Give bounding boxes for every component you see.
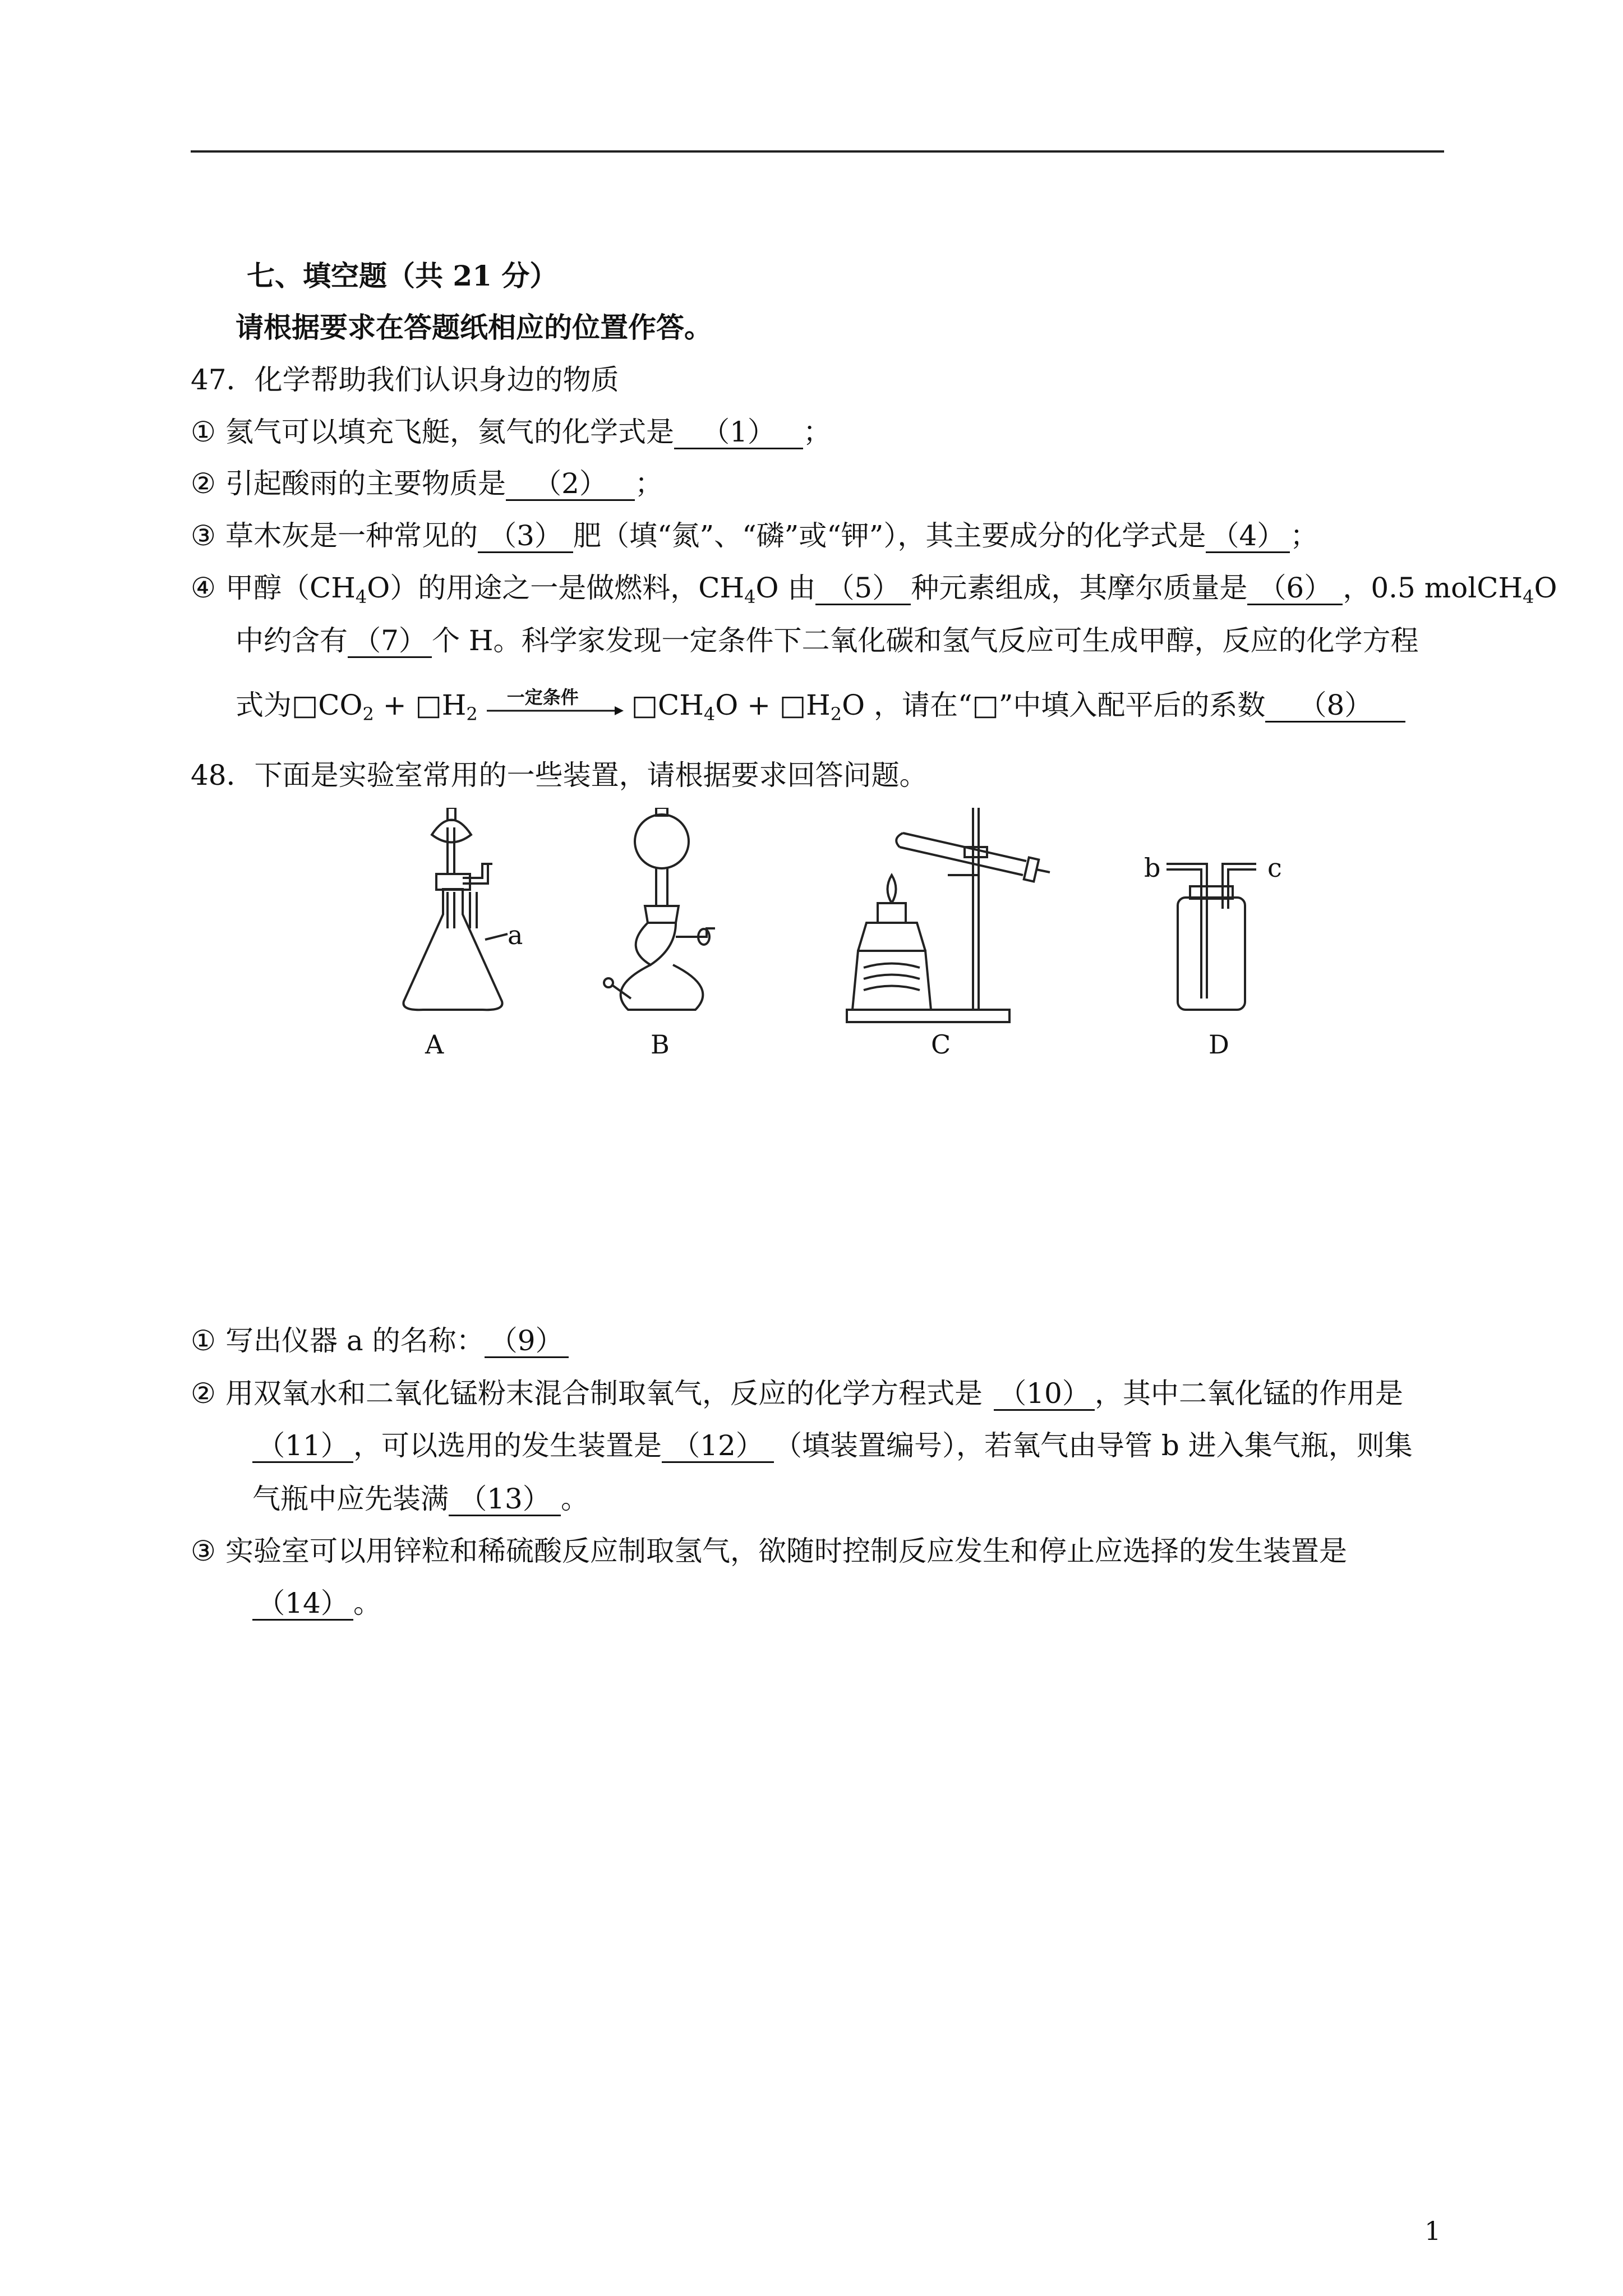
apparatus-c-drawing [847, 808, 1050, 1022]
item-marker: ② [191, 1377, 216, 1410]
label-apparatus-b: B [651, 1029, 670, 1060]
label-a: a [508, 920, 523, 950]
answer-blank-2[interactable]: （2） [506, 468, 635, 501]
item-marker: ② [191, 467, 216, 500]
reaction-arrow [485, 687, 625, 723]
header-rule [191, 150, 1444, 153]
q47-item-1: ① 氦气可以填充飞艇，氦气的化学式是 （1） ； [191, 414, 831, 450]
q47-stem: 47．化学帮助我们认识身边的物质 [191, 364, 619, 396]
item-marker: ④ [191, 572, 216, 604]
q48-item-3: ③ 实验室可以用锌粒和稀硫酸反应制取氢气，欲随时控制反应发生和停止应选择的发生装置是 [191, 1533, 1347, 1569]
answer-blank-1[interactable]: （1） [674, 416, 803, 449]
label-b: b [1144, 853, 1161, 883]
q47-item-4: ④ 甲醇$(CH_4O)$的用途之一是做燃料，$CH_4O$ 由 （5） 种元素组成，其摩尔质量是 （6） ，0.5 molCH$_4$O [191, 570, 1557, 606]
label-apparatus-d: D [1209, 1029, 1229, 1060]
answer-blank-6[interactable]: （6） [1247, 572, 1343, 605]
section-title: 七、填空题（共 21 分） [247, 259, 558, 292]
apparatus-figure [370, 808, 1357, 1060]
q48-stem: 48．下面是实验室常用的一些装置，请根据要求回答问题。 [191, 759, 928, 792]
apparatus-d-drawing [1166, 864, 1256, 1010]
label-apparatus-a: A [425, 1029, 444, 1060]
answer-blank-4[interactable]: （4） [1206, 520, 1290, 553]
section-instruction: 请根据要求在答题纸相应的位置作答。 [236, 311, 712, 344]
answer-blank-14[interactable]: （14） [252, 1588, 353, 1621]
answer-blank-12[interactable]: （12） [662, 1430, 774, 1463]
answer-blank-8[interactable]: （8） [1265, 689, 1405, 723]
q47-item-4-line2: 中约含有 （7） 个 H。科学家发现一定条件下二氧化碳和氢气反应可生成甲醇，反应的化学方程 [236, 624, 1419, 657]
reaction-condition: 一定条件 [506, 687, 579, 708]
item-marker: ③ [191, 1535, 216, 1567]
q47-item-2: ② 引起酸雨的主要物质是 （2） ； [191, 466, 663, 501]
apparatus-b-drawing [604, 808, 715, 1010]
answer-blank-5[interactable]: （5） [815, 572, 911, 605]
answer-blank-13[interactable]: （13） [449, 1483, 561, 1516]
item-marker: ① [191, 1324, 216, 1357]
q48-item-2: ② 用双氧水和二氧化锰粉末混合制取氧气，反应的化学方程式是 （10） ，其中二氧化锰的作用是 [191, 1375, 1403, 1411]
answer-blank-11[interactable]: （11） [252, 1430, 353, 1463]
page-number: 1 [1424, 2216, 1441, 2246]
answer-blank-10[interactable]: （10） [994, 1378, 1095, 1411]
q48-item-2-line2: （11） ，可以选用的发生装置是 （12） （填装置编号），若氧气由导管 b 进入集气瓶，则集 [252, 1428, 1413, 1464]
label-c: c [1267, 853, 1282, 883]
apparatus-a-drawing [403, 808, 508, 1010]
q47-equation-line: 式为$□CO_2$ + $□H_2$ 一定条件 $□CH_4O$ + $□H_2O$ ，请在“□”中填入配平后的系数 （8） [236, 687, 1405, 723]
q48-item-2-line3: 气瓶中应先装满 （13） 。 [252, 1483, 589, 1515]
q48-item-1: ① 写出仪器 a 的名称： （9） [191, 1323, 569, 1359]
answer-blank-3[interactable]: （3） [478, 520, 573, 553]
item-marker: ① [191, 416, 216, 448]
q47-item-3: ③ 草木灰是一种常见的 （3） 肥（填“氮”、“磷”或“钾”），其主要成分的化学式是 （4） ； [191, 518, 1318, 554]
q48-item-3-line2: （14） 。 [252, 1585, 381, 1621]
item-marker: ③ [191, 519, 216, 552]
label-apparatus-c: C [931, 1029, 951, 1060]
answer-blank-9[interactable]: （9） [485, 1325, 569, 1358]
answer-blank-7[interactable]: （7） [348, 625, 432, 658]
